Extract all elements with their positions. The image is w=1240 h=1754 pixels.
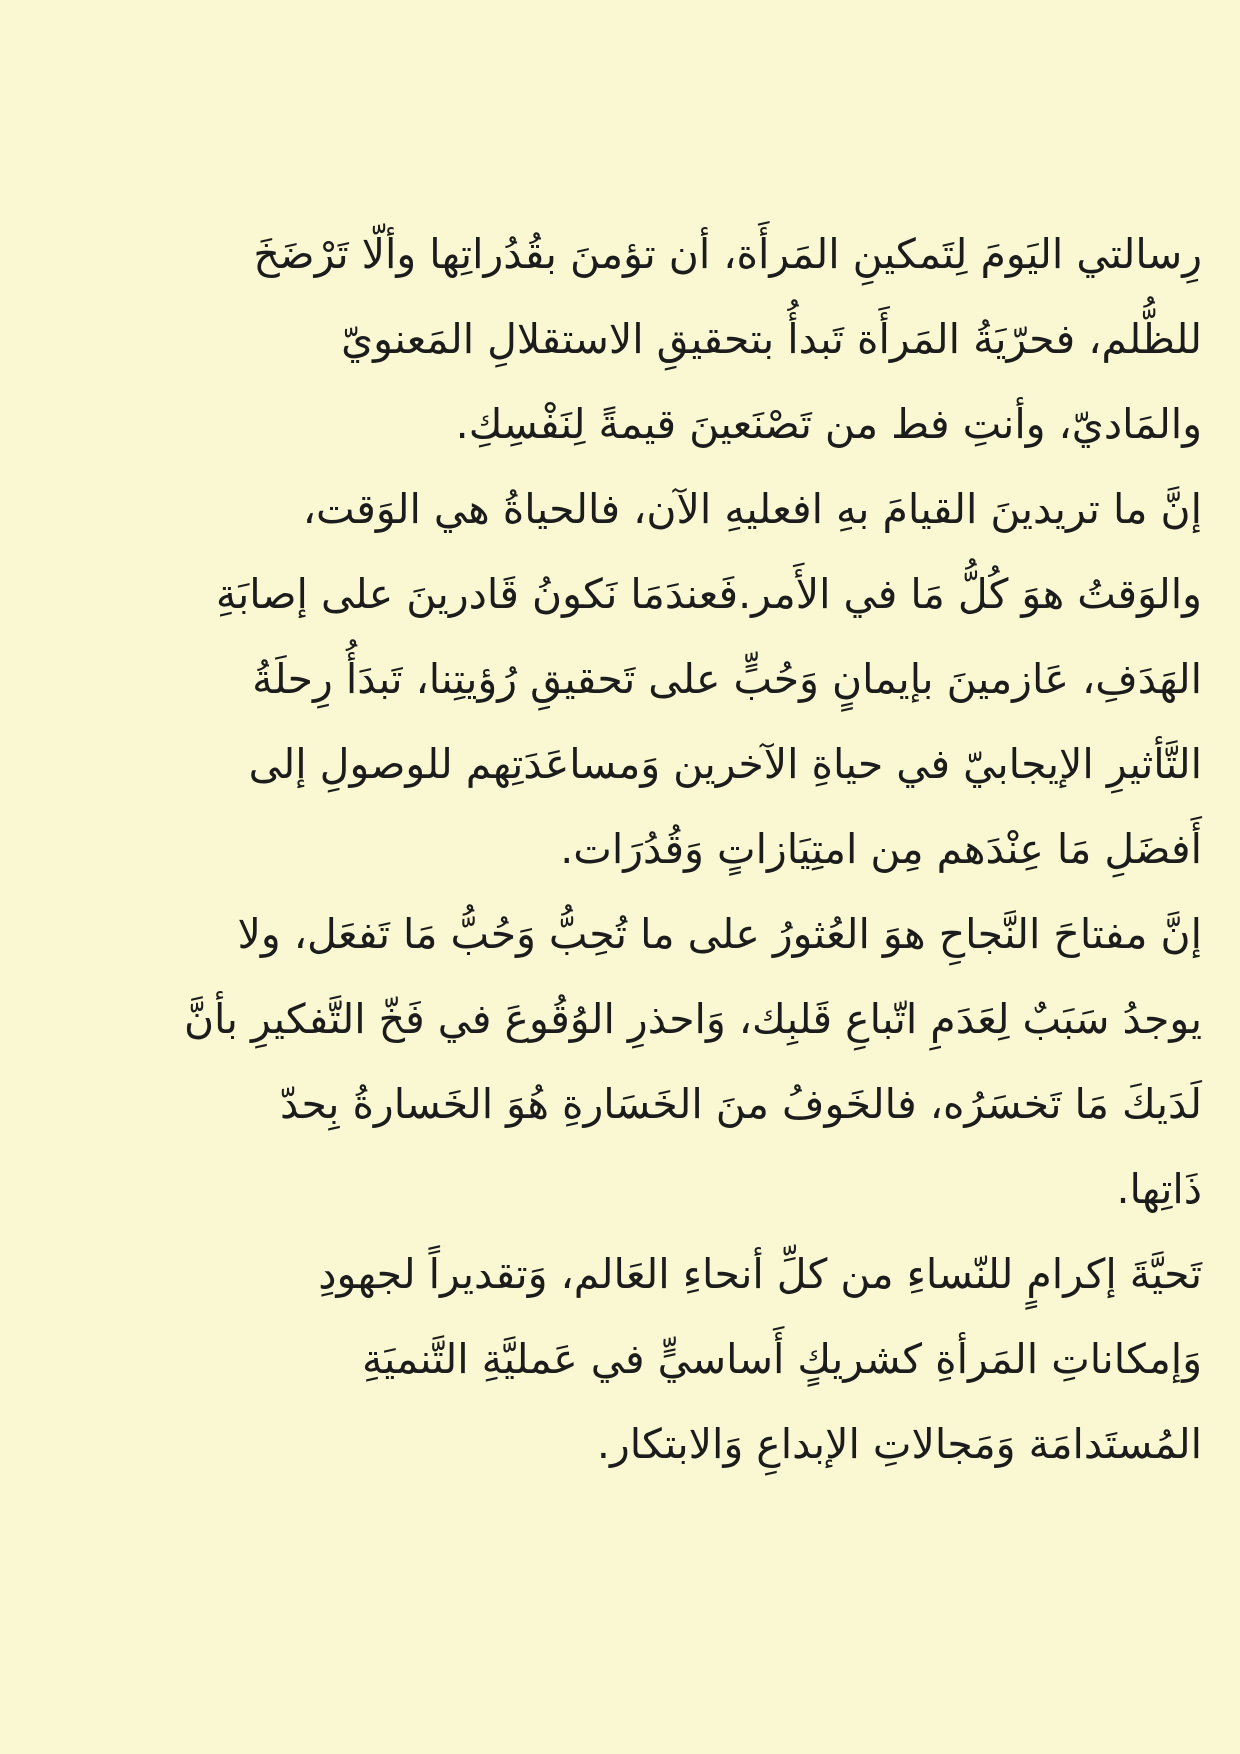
text-line: والمَاديّ، وأنتِ فط من تَصْنَعينَ قيمةً لِنَفْسِكِ.: [455, 400, 1202, 448]
paragraph-3: [38, 892, 1202, 1232]
text-line: إنَّ مفتاحَ النَّجاحِ هوَ العُثورُ على ما تُحِبُّ وَحُبُّ مَا تَفعَل، ولا: [237, 910, 1202, 958]
text-line: رِسالتي اليَومَ لِتَمكينِ المَرأَة، أن تؤمنَ بقُدُراتِها وألّا تَرْضَخَ: [253, 230, 1202, 278]
text-line: لَدَيكَ مَا تَخسَرُه، فالخَوفُ منَ الخَسَارةِ هُوَ الخَسارةُ بِحدّ: [280, 1080, 1202, 1128]
arabic-text-body: [38, 212, 1202, 1487]
text-line: للظُّلم، فحرّيَةُ المَرأَة تَبدأُ بتحقيقِ الاستقلالِ المَعنويّ: [341, 315, 1202, 363]
text-line: المُستَدامَة وَمَجالاتِ الإبداعِ وَالابتكار.: [596, 1420, 1202, 1468]
paragraph-1: [38, 212, 1202, 467]
text-line: يوجدُ سَبَبٌ لِعَدَمِ اتّباعِ قَلبِك، وَاحذرِ الوُقُوعَ في فَخّ التَّفكيرِ بأنَّ: [183, 995, 1202, 1043]
text-line: ذَاتِها.: [1116, 1165, 1202, 1213]
text-line: إنَّ ما تريدينَ القيامَ بهِ افعليهِ الآن، فالحياةُ هي الوَقت،: [302, 485, 1202, 533]
text-line: تَحيَّةَ إكرامٍ للنّساءِ من كلِّ أنحاءِ العَالم، وَتقديراً لجهودِ: [318, 1250, 1202, 1298]
text-line: أَفضَلِ مَا عِنْدَهم مِن امتِيَازاتٍ وَقُدُرَات.: [560, 825, 1202, 873]
text-line: التَّأثيرِ الإيجابيّ في حياةِ الآخرين وَمساعَدَتِهم للوصولِ إلى: [248, 740, 1202, 788]
text-line: الهَدَفِ، عَازمينَ بإيمانٍ وَحُبٍّ على تَحقيقِ رُؤيتِنا، تَبدَأُ رِحلَةُ: [252, 655, 1202, 703]
text-line: والوَقتُ هوَ كُلُّ مَا في الأَمر.فَعندَمَا نَكونُ قَادرينَ على إصابَةِ: [215, 570, 1202, 618]
paragraph-2: [38, 467, 1202, 892]
paragraph-4: [38, 1232, 1202, 1487]
text-line: وَإمكاناتِ المَرأةِ كشريكٍ أَساسيٍّ في عَمليَّةِ التَّنميَةِ: [361, 1335, 1202, 1383]
